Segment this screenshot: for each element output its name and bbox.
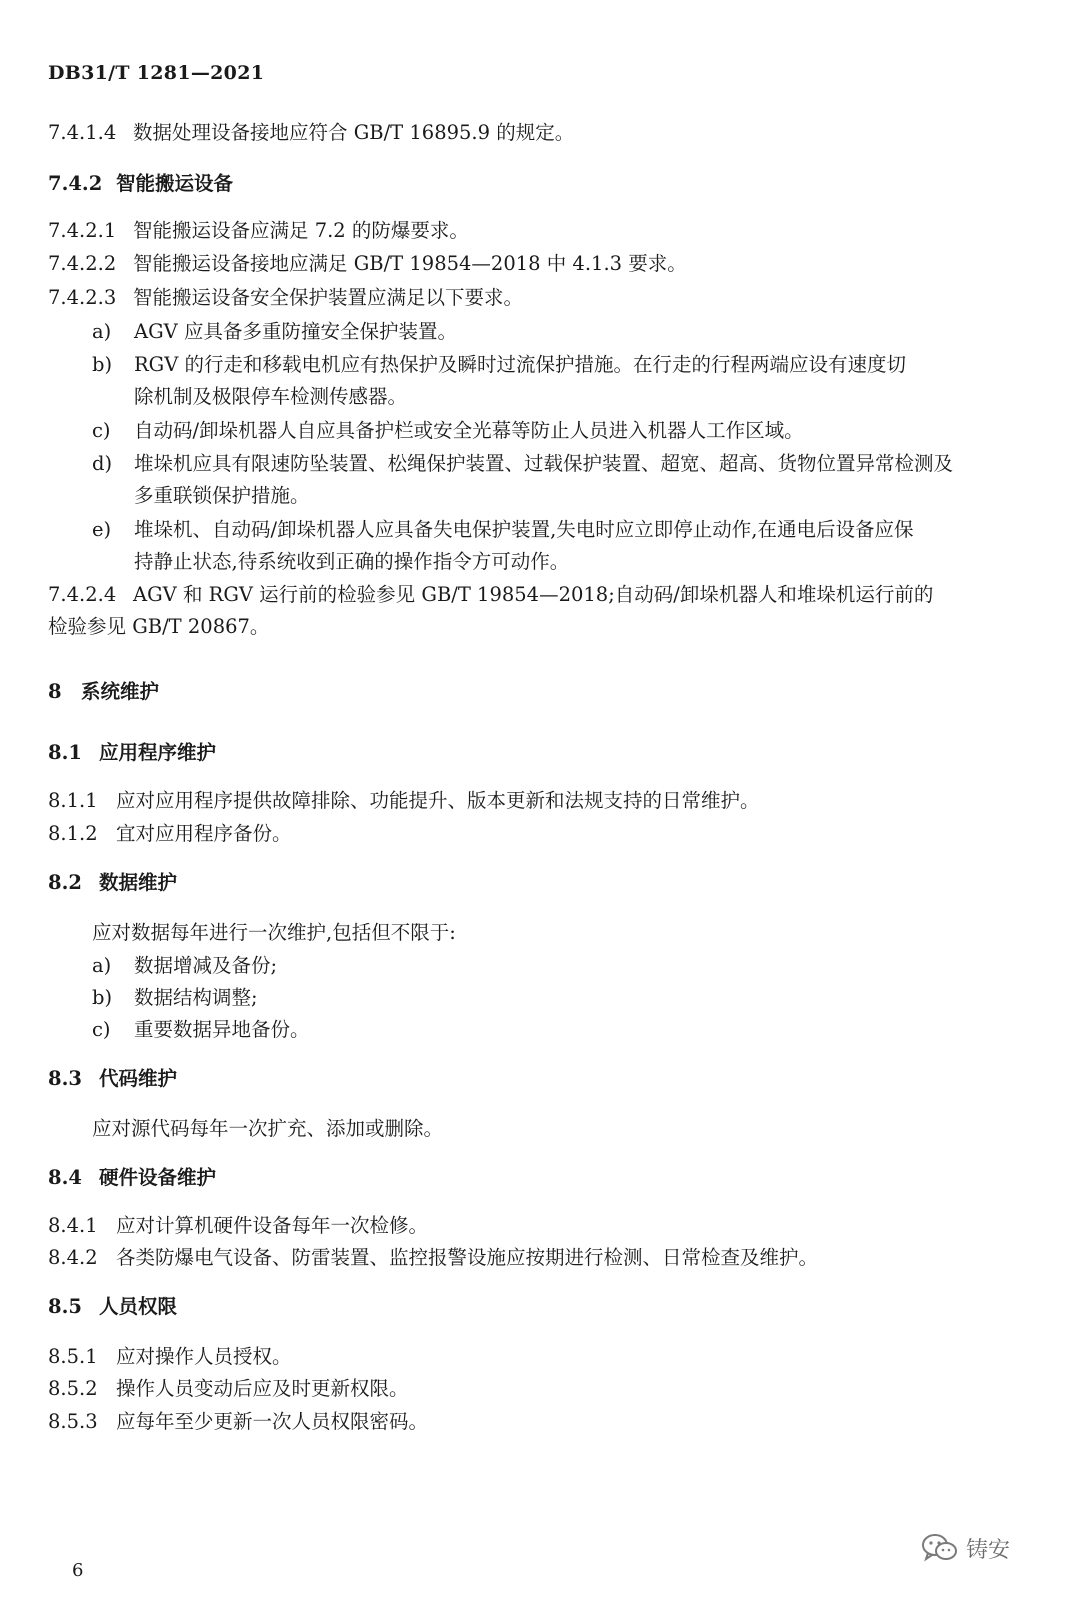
heading-8-1: 8.1 应用程序维护: [48, 741, 217, 764]
list-item-c: c) 自动码/卸垛机器人自应具备护栏或安全光幕等防止人员进入机器人工作区域。: [92, 419, 804, 442]
clause-8-5-3: 8.5.3 应每年至少更新一次人员权限密码。: [48, 1410, 429, 1433]
clause-7-4-2-3: 7.4.2.3 智能搬运设备安全保护装置应满足以下要求。: [48, 286, 524, 309]
heading-7-4-2: 7.4.2 智能搬运设备: [48, 172, 234, 195]
clause-8-5-1: 8.5.1 应对操作人员授权。: [48, 1345, 292, 1368]
clause-8-1-2: 8.1.2 宜对应用程序备份。: [48, 822, 292, 845]
page-number: 6: [72, 1560, 84, 1581]
clause-8-4-2: 8.4.2 各类防爆电气设备、防雷装置、监控报警设施应按期进行检测、日常检查及维护。: [48, 1246, 819, 1269]
paragraph-8-3: 应对源代码每年一次扩充、添加或删除。: [92, 1117, 444, 1140]
watermark-text: 铸安: [966, 1537, 1011, 1563]
clause-8-4-1: 8.4.1 应对计算机硬件设备每年一次检修。: [48, 1214, 429, 1237]
clause-7-4-1-4: 7.4.1.4 数据处理设备接地应符合 GB/T 16895.9 的规定。: [48, 121, 575, 144]
heading-8: 8 系统维护: [48, 680, 160, 703]
list-item-a: a) AGV 应具备多重防撞安全保护装置。: [92, 320, 457, 343]
list-item-e-continued: 持静止状态,待系统收到正确的操作指令方可动作。: [134, 550, 570, 573]
clause-7-4-2-1: 7.4.2.1 智能搬运设备应满足 7.2 的防爆要求。: [48, 219, 469, 242]
clause-7-4-2-4-continued: 检验参见 GB/T 20867。: [48, 615, 270, 638]
list-item-b: b) RGV 的行走和移载电机应有热保护及瞬时过流保护措施。在行走的行程两端应设有速度切: [92, 353, 907, 376]
clause-7-4-2-4: 7.4.2.4 AGV 和 RGV 运行前的检验参见 GB/T 19854—2018;自动码/卸垛机器人和堆垛机运行前的: [48, 583, 934, 606]
list-item-e: e) 堆垛机、自动码/卸垛机器人应具备失电保护装置,失电时应立即停止动作,在通电后设备应保: [92, 518, 914, 541]
doc-code-header: DB31/T 1281—2021: [48, 62, 265, 84]
list-item-d: d) 堆垛机应具有限速防坠装置、松绳保护装置、过载保护装置、超宽、超高、货物位置异常检测及: [92, 452, 954, 475]
clause-8-1-1: 8.1.1 应对应用程序提供故障排除、功能提升、版本更新和法规支持的日常维护。: [48, 789, 760, 812]
list-item-d-continued: 多重联锁保护措施。: [134, 484, 310, 507]
heading-8-4: 8.4 硬件设备维护: [48, 1166, 217, 1189]
list-item-8-2-a: a) 数据增减及备份;: [92, 954, 278, 977]
heading-8-2: 8.2 数据维护: [48, 871, 178, 894]
clause-7-4-2-2: 7.4.2.2 智能搬运设备接地应满足 GB/T 19854—2018 中 4.1.3 要求。: [48, 252, 687, 275]
list-item-8-2-c: c) 重要数据异地备份。: [92, 1018, 310, 1041]
wechat-icon: [920, 1532, 960, 1564]
clause-8-5-2: 8.5.2 操作人员变动后应及时更新权限。: [48, 1377, 409, 1400]
list-item-b-continued: 除机制及极限停车检测传感器。: [134, 385, 408, 408]
list-item-8-2-b: b) 数据结构调整;: [92, 986, 258, 1009]
heading-8-5: 8.5 人员权限: [48, 1295, 178, 1318]
heading-8-3: 8.3 代码维护: [48, 1067, 178, 1090]
watermark: [920, 1532, 1010, 1564]
paragraph-8-2: 应对数据每年进行一次维护,包括但不限于:: [92, 921, 456, 944]
